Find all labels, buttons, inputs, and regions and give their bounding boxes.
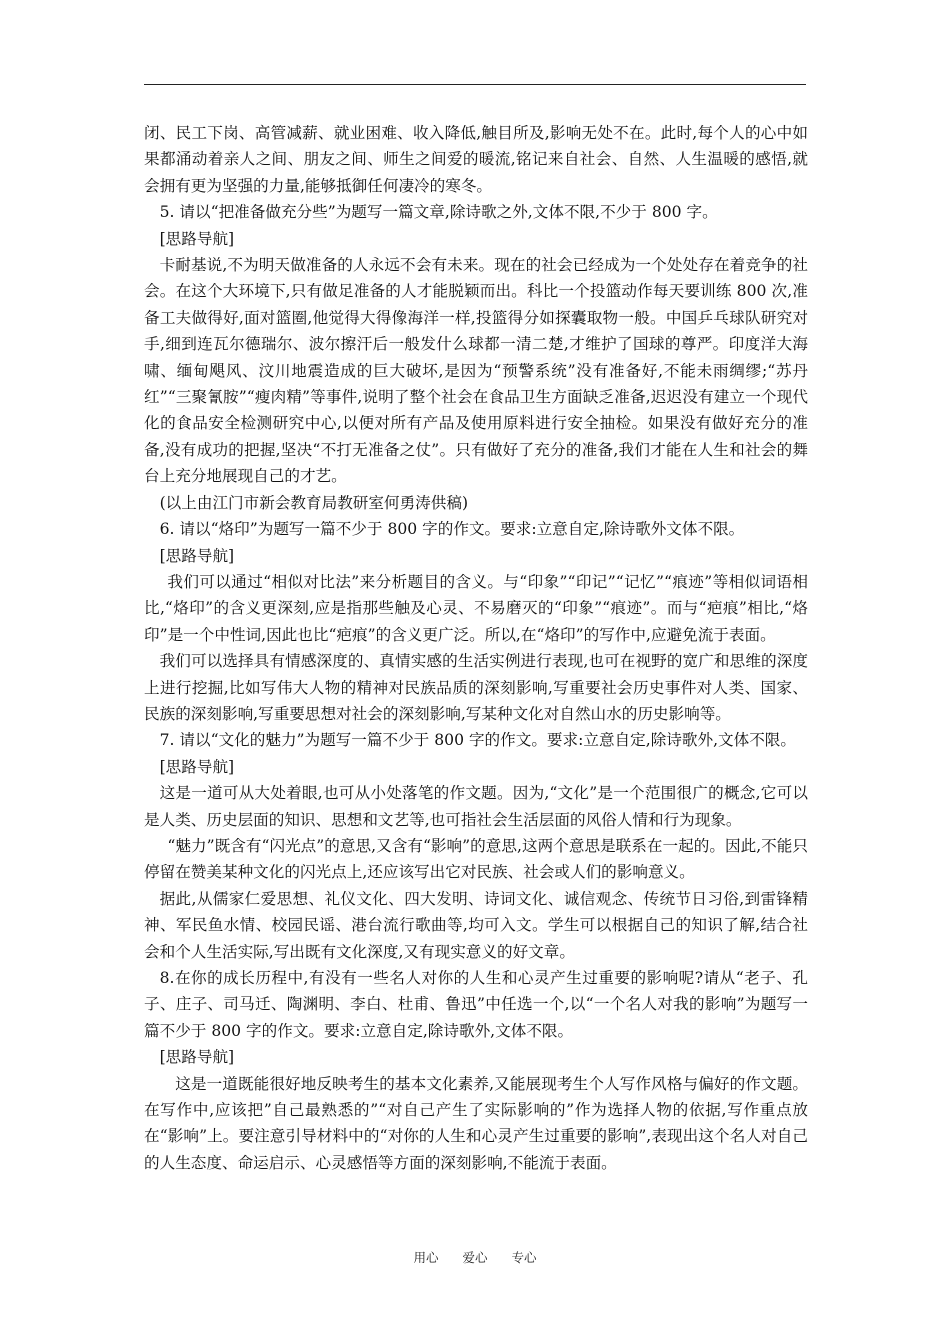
question-5: 5. 请以“把准备做充分些”为题写一篇文章,除诗歌之外,文体不限,不少于 800 字。	[159, 203, 718, 222]
guide-text: 卡耐基说,不为明天做准备的人永远不会有未来。现在的社会已经成为一个处处存在着竞争的社会。在这个大环境下,只有做足准备的人才能脱颖而出。科比一个投篮动作每天要训练 800 次,准备工夫做得好,面对篮圈,他觉得大得像海洋一样,投篮得分如探囊取物一般。中国乒乓球队研究对手,细到连瓦尔德瑞尔、波尔擦汗后一般发什么球都一清二楚,才维护了国球的尊严。印度洋大海啸、缅甸飓风、汶川地震造成的巨大破坏,是因为“预警系统”没有准备好,不能未雨绸缪;“苏丹红”“三聚氰胺”“瘦肉精”等事件,说明了整个社会在食品卫生方面缺乏准备,迟迟没有建立一个现代化的食品安全检测研究中心,以便对所有产品及使用原料进行安全抽检。如果没有做好充分的准备,没有成功的把握,坚决“不打无准备之仗”。只有做好了充分的准备,我们才能在人生和社会的舞台上充分地展现自己的才艺。	[144, 256, 808, 486]
question-7: 7. 请以“文化的魅力”为题写一篇不少于 800 字的作文。要求:立意自定,除诗歌外,文体不限。	[159, 731, 796, 750]
question-8: 8.在你的成长历程中,有没有一些名人对你的人生和心灵产生过重要的影响呢?请从“老子、孔子、庄子、司马迁、陶渊明、李白、杜甫、鲁迅”中任选一个,以“一个名人对我的影响”为题写一篇不少于 800 字的作文。要求:立意自定,除诗歌外,文体不限。	[144, 969, 808, 1040]
guide-text: 我们可以通过“相似对比法”来分析题目的含义。与“印象”“印记”“记忆”“痕迹”等相似词语相比,“烙印”的含义更深刻,应是指那些触及心灵、不易磨灭的“印象”“痕迹”。而与“疤痕”相比,“烙印”是一个中性词,因此也比“疤痕”的含义更广泛。所以,在“烙印”的写作中,应避免流于表面。	[144, 572, 808, 644]
document-body	[144, 120, 808, 1176]
footer-item: 专心	[511, 1250, 537, 1265]
guide-heading: [思路导航]	[159, 229, 235, 248]
footer-item: 爱心	[462, 1250, 488, 1265]
guide-text: 我们可以选择具有情感深度的、真情实感的生活实例进行表现,也可在视野的宽广和思维的深度上进行挖掘,比如写伟大人物的精神对民族品质的深刻影响,写重要社会历史事件对人类、国家、民族的深刻影响,写重要思想对社会的深刻影响,写某种文化对自然山水的历史影响等。	[144, 652, 808, 723]
guide-text: 这是一道既能很好地反映考生的基本文化素养,又能展现考生个人写作风格与偏好的作文题。在写作中,应该把”自己最熟悉的”“对自己产生了实际影响的”作为选择人物的依据,写作重点放在“影响”上。要注意引导材料中的“对你的人生和心灵产生过重要的影响”,表现出这个名人对自己的人生态度、命运启示、心灵感悟等方面的深刻影响,不能流于表面。	[144, 1074, 808, 1172]
guide-text: 这是一道可从大处着眼,也可从小处落笔的作文题。因为,“文化”是一个范围很广的概念,它可以是人类、历史层面的知识、思想和文艺等,也可指社会生活层面的风俗人情和行为现象。	[144, 784, 808, 829]
page-footer	[0, 1248, 950, 1266]
source-note: (以上由江门市新会教育局教研室何勇涛供稿)	[159, 493, 469, 512]
guide-heading: [思路导航]	[159, 1048, 235, 1067]
footer-item: 用心	[413, 1250, 439, 1265]
guide-text: “魅力”既含有“闪光点”的意思,又含有“影响”的意思,这两个意思是联系在一起的。因此,不能只停留在赞美某种文化的闪光点上,还应该写出它对民族、社会或人们的影响意义。	[144, 836, 808, 882]
guide-heading: [思路导航]	[159, 546, 235, 565]
guide-text: 据此,从儒家仁爱思想、礼仪文化、四大发明、诗词文化、诚信观念、传统节日习俗,到雷锋精神、军民鱼水情、校园民谣、港台流行歌曲等,均可入文。学生可以根据自己的知识了解,结合社会和个人生活实际,写出既有文化深度,又有现实意义的好文章。	[144, 889, 808, 961]
guide-heading: [思路导航]	[159, 757, 235, 776]
paragraph-continuation: 闭、民工下岗、高管减薪、就业困难、收入降低,触目所及,影响无处不在。此时,每个人的心中如果都涌动着亲人之间、朋友之间、师生之间爱的暖流,铭记来自社会、自然、人生温暖的感悟,就会拥有更为坚强的力量,能够抵御任何凄冷的寒冬。	[144, 124, 808, 195]
header-rule	[144, 84, 806, 85]
question-6: 6. 请以“烙印”为题写一篇不少于 800 字的作文。要求:立意自定,除诗歌外文体不限。	[159, 520, 745, 539]
